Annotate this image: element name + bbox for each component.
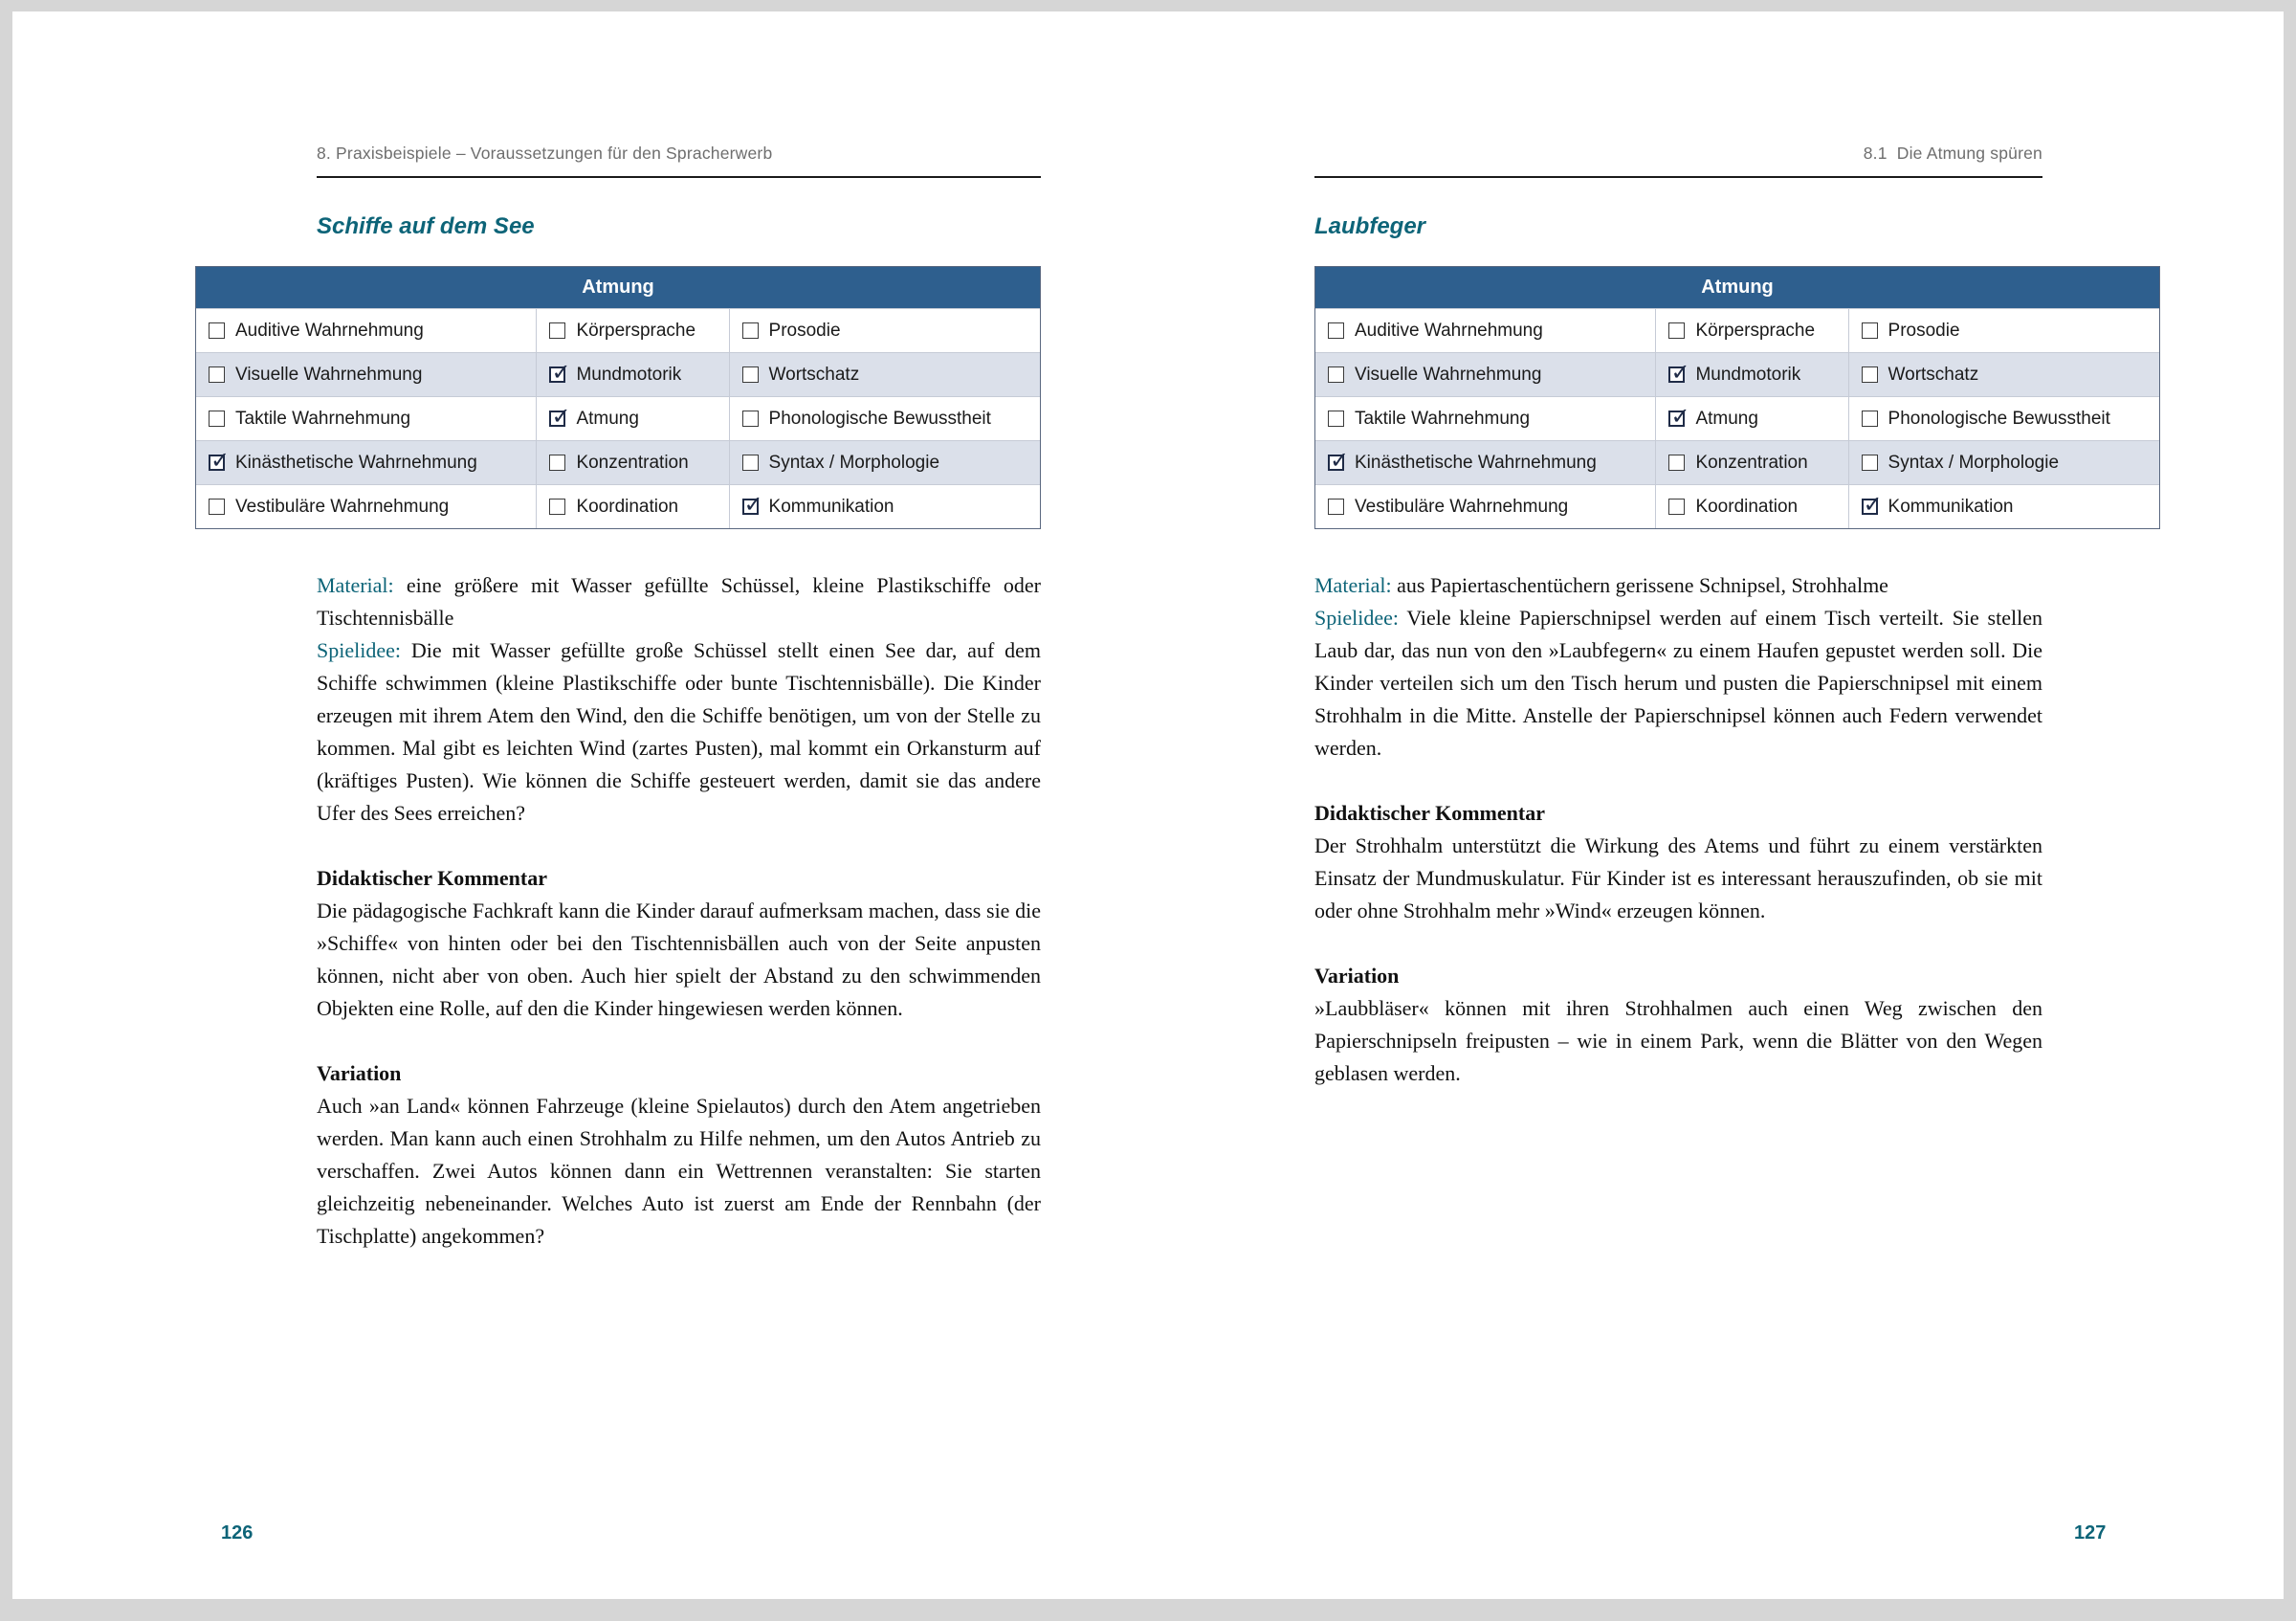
checkbox-unchecked-icon bbox=[1862, 455, 1878, 471]
skill-cell bbox=[1655, 353, 1847, 396]
checkbox-unchecked-icon bbox=[1862, 322, 1878, 339]
skill-cell bbox=[729, 353, 1040, 396]
checkbox-unchecked-icon bbox=[1668, 499, 1685, 515]
skill-label: Koordination bbox=[1695, 496, 1799, 517]
skill-label: Kommunikation bbox=[768, 496, 894, 517]
skill-label: Phonologische Bewusstheit bbox=[768, 408, 991, 429]
skill-cell bbox=[1655, 485, 1847, 528]
skill-label: Atmung bbox=[1695, 408, 1758, 429]
paragraph: Auch »an Land« können Fahrzeuge (kleine Spielautos) durch den Atem angetrieben werden. Man kann auch einen Strohhalm zu Hilfe nehmen, um den Autos Antrieb zu verschaffen. Zwei Autos können dann ein Wettrennen veranstalten: Sie starten gleichzeitig nebeneinander. Welches Auto ist zuerst am Ende der Rennbahn (der Tischplatte) angekommen? bbox=[317, 1094, 1041, 1248]
skill-label: Mundmotorik bbox=[576, 364, 682, 385]
checkbox-checked-icon bbox=[1668, 366, 1685, 383]
checkbox-unchecked-icon bbox=[742, 455, 759, 471]
checkbox-unchecked-icon bbox=[1668, 455, 1685, 471]
table-row bbox=[196, 352, 1040, 396]
checkbox-unchecked-icon bbox=[209, 499, 225, 515]
table-header: Atmung bbox=[196, 267, 1040, 308]
paragraph: Material: aus Papiertaschentüchern gerissene Schnipsel, Strohhalme bbox=[1314, 573, 1888, 597]
table-row bbox=[1315, 352, 2159, 396]
checkbox-checked-icon bbox=[1328, 455, 1344, 471]
checkbox-unchecked-icon bbox=[1668, 322, 1685, 339]
skill-cell bbox=[1315, 353, 1655, 396]
table-row bbox=[196, 396, 1040, 440]
page-number-right: 127 bbox=[2074, 1522, 2107, 1543]
skill-label: Wortschatz bbox=[1888, 364, 1979, 385]
skill-label: Körpersprache bbox=[576, 320, 696, 341]
checkbox-unchecked-icon bbox=[742, 411, 759, 427]
skill-cell bbox=[1848, 485, 2159, 528]
body-text-right bbox=[1314, 569, 2042, 1090]
skill-cell bbox=[1315, 441, 1655, 484]
skill-cell bbox=[1848, 441, 2159, 484]
paragraph: Spielidee: Viele kleine Papierschnipsel werden auf einem Tisch verteilt. Sie stellen Laub dar, das nun von den »Laubfegern« zu einem Haufen gepustet werden soll. Die Kinder verteilen sich um den Tisch herum und pusten die Papierschnipsel mit einem Strohhalm in die Mitte. Anstelle der Papierschnipsel können auch Federn verwendet werden. bbox=[1314, 606, 2042, 760]
table-row bbox=[196, 308, 1040, 352]
skill-cell bbox=[536, 485, 728, 528]
skill-label: Kinästhetische Wahrnehmung bbox=[235, 452, 477, 473]
skill-label: Syntax / Morphologie bbox=[768, 452, 940, 473]
skill-label: Visuelle Wahrnehmung bbox=[235, 364, 423, 385]
checkbox-unchecked-icon bbox=[209, 366, 225, 383]
skill-cell bbox=[729, 441, 1040, 484]
table-header: Atmung bbox=[1315, 267, 2159, 308]
skill-label: Vestibuläre Wahrnehmung bbox=[235, 496, 450, 517]
skill-cell bbox=[1848, 309, 2159, 352]
skill-label: Auditive Wahrnehmung bbox=[235, 320, 424, 341]
checkbox-unchecked-icon bbox=[209, 322, 225, 339]
skill-cell bbox=[196, 353, 536, 396]
skill-cell bbox=[536, 397, 728, 440]
checkbox-unchecked-icon bbox=[1328, 366, 1344, 383]
inline-label: Material: bbox=[1314, 573, 1392, 597]
skill-cell bbox=[729, 309, 1040, 352]
skill-label: Visuelle Wahrnehmung bbox=[1355, 364, 1542, 385]
skill-cell bbox=[536, 441, 728, 484]
inline-label: Spielidee: bbox=[317, 638, 401, 662]
checkbox-unchecked-icon bbox=[742, 366, 759, 383]
checkbox-unchecked-icon bbox=[209, 411, 225, 427]
skill-label: Mundmotorik bbox=[1695, 364, 1801, 385]
checkbox-unchecked-icon bbox=[1862, 411, 1878, 427]
checkbox-unchecked-icon bbox=[549, 499, 565, 515]
section-heading: Variation bbox=[317, 1061, 402, 1085]
checkbox-unchecked-icon bbox=[1862, 366, 1878, 383]
running-header-left: 8. Praxisbeispiele – Voraussetzungen für den Spracherwerb bbox=[317, 144, 1041, 178]
checkbox-unchecked-icon bbox=[1328, 411, 1344, 427]
skill-cell bbox=[1315, 397, 1655, 440]
inline-label: Spielidee: bbox=[1314, 606, 1399, 630]
skills-table-right bbox=[1314, 266, 2160, 529]
skill-label: Kinästhetische Wahrnehmung bbox=[1355, 452, 1597, 473]
skill-label: Konzentration bbox=[1695, 452, 1808, 473]
skill-cell bbox=[196, 397, 536, 440]
exercise-title-right: Laubfeger bbox=[1314, 213, 1426, 239]
checkbox-unchecked-icon bbox=[549, 455, 565, 471]
section-heading: Didaktischer Kommentar bbox=[1314, 801, 1545, 825]
table-row bbox=[1315, 396, 2159, 440]
skill-cell bbox=[729, 397, 1040, 440]
checkbox-checked-icon bbox=[549, 411, 565, 427]
checkbox-checked-icon bbox=[549, 366, 565, 383]
skill-label: Taktile Wahrnehmung bbox=[235, 408, 411, 429]
skill-cell bbox=[1315, 485, 1655, 528]
skill-cell bbox=[536, 309, 728, 352]
skill-label: Atmung bbox=[576, 408, 639, 429]
skill-label: Vestibuläre Wahrnehmung bbox=[1355, 496, 1569, 517]
skill-label: Auditive Wahrnehmung bbox=[1355, 320, 1543, 341]
skill-label: Körpersprache bbox=[1695, 320, 1816, 341]
skill-cell bbox=[1655, 309, 1847, 352]
checkbox-unchecked-icon bbox=[549, 322, 565, 339]
skill-cell bbox=[196, 485, 536, 528]
table-row bbox=[196, 484, 1040, 528]
table-row bbox=[1315, 484, 2159, 528]
paragraph: Der Strohhalm unterstützt die Wirkung des Atems und führt zu einem verstärkten Einsatz der Mundmuskulatur. Für Kinder ist es interessant herauszufinden, ob sie mit oder ohne Strohhalm mehr »Wind« erzeugen können. bbox=[1314, 833, 2042, 922]
paragraph: Die pädagogische Fachkraft kann die Kinder darauf aufmerksam machen, dass sie die »Schiffe« von hinten oder bei den Tischtennisbällen auch von der Seite anpusten können, nicht aber von oben. Auch hier spielt der Abstand zu den schwimmenden Objekten eine Rolle, auf den die Kinder hingewiesen werden können. bbox=[317, 899, 1041, 1020]
checkbox-unchecked-icon bbox=[742, 322, 759, 339]
skill-label: Koordination bbox=[576, 496, 679, 517]
checkbox-checked-icon bbox=[209, 455, 225, 471]
table-row bbox=[1315, 308, 2159, 352]
table-row bbox=[1315, 440, 2159, 484]
skill-label: Wortschatz bbox=[768, 364, 860, 385]
skill-label: Phonologische Bewusstheit bbox=[1888, 408, 2110, 429]
skill-cell bbox=[1848, 397, 2159, 440]
skill-label: Konzentration bbox=[576, 452, 689, 473]
skill-cell bbox=[536, 353, 728, 396]
running-header-right: 8.1 Die Atmung spüren bbox=[1314, 144, 2042, 178]
paragraph: Material: eine größere mit Wasser gefüllte Schüssel, kleine Plastikschiffe oder Tischtennisbälle bbox=[317, 573, 1041, 630]
table-row bbox=[196, 440, 1040, 484]
skill-cell bbox=[1848, 353, 2159, 396]
skill-cell bbox=[1655, 441, 1847, 484]
checkbox-checked-icon bbox=[1862, 499, 1878, 515]
page-number-left: 126 bbox=[221, 1522, 254, 1543]
book-page-sheet bbox=[12, 11, 2284, 1599]
checkbox-checked-icon bbox=[1668, 411, 1685, 427]
checkbox-unchecked-icon bbox=[1328, 322, 1344, 339]
skill-label: Kommunikation bbox=[1888, 496, 2014, 517]
skill-cell bbox=[1315, 309, 1655, 352]
skill-label: Prosodie bbox=[768, 320, 841, 341]
left-page bbox=[235, 144, 1041, 1253]
skill-cell bbox=[196, 309, 536, 352]
skill-cell bbox=[1655, 397, 1847, 440]
exercise-title-left: Schiffe auf dem See bbox=[317, 213, 535, 239]
skill-cell bbox=[729, 485, 1040, 528]
skill-cell bbox=[196, 441, 536, 484]
section-heading: Didaktischer Kommentar bbox=[317, 866, 547, 890]
paragraph: Spielidee: Die mit Wasser gefüllte große Schüssel stellt einen See dar, auf dem Schiffe schwimmen (kleine Plastikschiffe oder bunte Tischtennisbälle). Die Kinder erzeugen mit ihrem Atem den Wind, den die Schiffe benötigen, um von der Stelle zu kommen. Mal gibt es leichten Wind (zartes Pusten), mal kommt ein Orkansturm auf (kräftiges Pusten). Wie können die Schiffe gesteuert werden, damit sie das andere Ufer des Sees erreichen? bbox=[317, 638, 1041, 825]
right-page bbox=[1314, 144, 2110, 1090]
skills-table-left bbox=[195, 266, 1041, 529]
inline-label: Material: bbox=[317, 573, 394, 597]
body-text-left bbox=[317, 569, 1041, 1253]
skill-label: Taktile Wahrnehmung bbox=[1355, 408, 1531, 429]
skill-label: Prosodie bbox=[1888, 320, 1960, 341]
section-heading: Variation bbox=[1314, 964, 1400, 988]
checkbox-checked-icon bbox=[742, 499, 759, 515]
skill-label: Syntax / Morphologie bbox=[1888, 452, 2060, 473]
paragraph: »Laubbläser« können mit ihren Strohhalmen auch einen Weg zwischen den Papierschnipseln freipusten – wie in einem Park, wenn die Blätter von den Wegen geblasen werden. bbox=[1314, 996, 2042, 1085]
checkbox-unchecked-icon bbox=[1328, 499, 1344, 515]
